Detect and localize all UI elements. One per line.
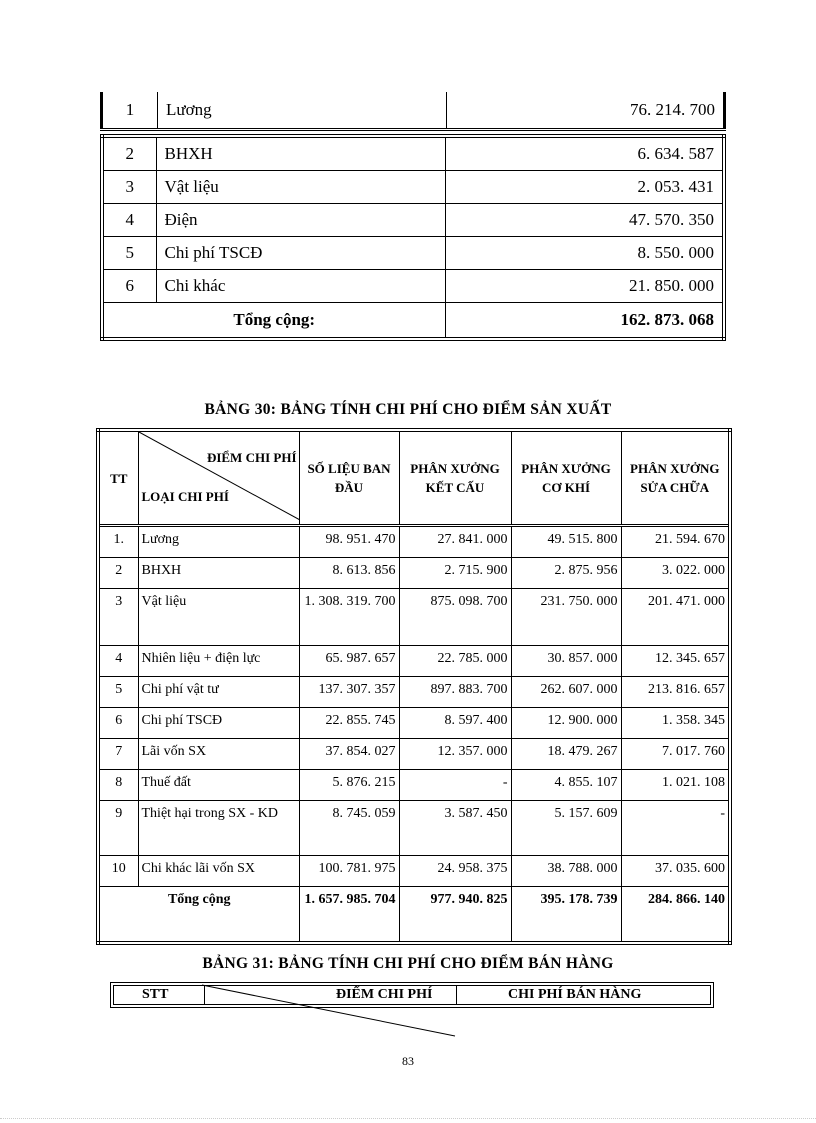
table-row — [102, 92, 725, 130]
row-initial-data: 22. 855. 745 — [299, 708, 399, 739]
header-stt: STT — [142, 987, 169, 1002]
row-name: Chi phí TSCĐ — [156, 237, 445, 270]
total-value: 162. 873. 068 — [445, 303, 724, 340]
total-row — [102, 303, 724, 340]
row-value: 8. 550. 000 — [445, 237, 724, 270]
row-initial-data: 37. 854. 027 — [299, 739, 399, 770]
row-mechanical-workshop: 18. 479. 267 — [511, 739, 621, 770]
row-cost-type: Lãi vốn SX — [138, 739, 299, 770]
total-label: Tổng cộng: — [102, 303, 445, 340]
row-name: BHXH — [156, 136, 445, 171]
table-row — [98, 739, 730, 770]
header-diagonal-cell — [138, 430, 299, 526]
row-repair-workshop: 21. 594. 670 — [621, 526, 730, 558]
table-row — [98, 770, 730, 801]
row-structure-workshop: - — [399, 770, 511, 801]
row-repair-workshop: 12. 345. 657 — [621, 646, 730, 677]
row-cost-type: Nhiên liệu + điện lực — [138, 646, 299, 677]
header-tt: TT — [98, 430, 138, 526]
row-initial-data: 98. 951. 470 — [299, 526, 399, 558]
row-repair-workshop: 213. 816. 657 — [621, 677, 730, 708]
table-row — [98, 677, 730, 708]
row-mechanical-workshop: 2. 875. 956 — [511, 558, 621, 589]
row-value: 6. 634. 587 — [445, 136, 724, 171]
row-tt: 1. — [98, 526, 138, 558]
row-stt: 3 — [102, 171, 156, 204]
row-cost-type: BHXH — [138, 558, 299, 589]
row-initial-data: 8. 745. 059 — [299, 801, 399, 856]
row-repair-workshop: 7. 017. 760 — [621, 739, 730, 770]
row-mechanical-workshop: 49. 515. 800 — [511, 526, 621, 558]
row-structure-workshop: 897. 883. 700 — [399, 677, 511, 708]
row-repair-workshop: 3. 022. 000 — [621, 558, 730, 589]
row-tt: 2 — [98, 558, 138, 589]
expense-table — [100, 134, 726, 341]
page-bottom-divider — [0, 1118, 816, 1119]
row-name: Điện — [156, 204, 445, 237]
row-structure-workshop: 8. 597. 400 — [399, 708, 511, 739]
row-initial-data: 1. 308. 319. 700 — [299, 589, 399, 646]
row-value: 47. 570. 350 — [445, 204, 724, 237]
row-value: 2. 053. 431 — [445, 171, 724, 204]
row-tt: 10 — [98, 856, 138, 887]
row-repair-workshop: 37. 035. 600 — [621, 856, 730, 887]
row-tt: 6 — [98, 708, 138, 739]
row-structure-workshop: 3. 587. 450 — [399, 801, 511, 856]
header-structure-workshop: PHÂN XƯỞNG KẾT CẤU — [399, 430, 511, 526]
row-repair-workshop: 201. 471. 000 — [621, 589, 730, 646]
row-structure-workshop: 2. 715. 900 — [399, 558, 511, 589]
row-repair-workshop: 1. 358. 345 — [621, 708, 730, 739]
table-row — [98, 558, 730, 589]
total-initial-data: 1. 657. 985. 704 — [299, 887, 399, 944]
table-row — [98, 646, 730, 677]
row-initial-data: 5. 876. 215 — [299, 770, 399, 801]
table-row — [102, 237, 724, 270]
header-mechanical-workshop: PHÂN XƯỞNG CƠ KHÍ — [511, 430, 621, 526]
row-mechanical-workshop: 231. 750. 000 — [511, 589, 621, 646]
row-cost-type: Chi khác lãi vốn SX — [138, 856, 299, 887]
table-row — [102, 204, 724, 237]
row-stt: 4 — [102, 204, 156, 237]
table-row — [102, 171, 724, 204]
row-tt: 3 — [98, 589, 138, 646]
row-cost-type: Lương — [138, 526, 299, 558]
row-tt: 4 — [98, 646, 138, 677]
row-stt: 1 — [102, 92, 158, 130]
page-number: 83 — [402, 1054, 414, 1068]
header-sales-cost: CHI PHÍ BÁN HÀNG — [508, 987, 642, 1002]
row-cost-type: Chi phí vật tư — [138, 677, 299, 708]
table-row — [102, 270, 724, 303]
header-initial-data: SỐ LIỆU BAN ĐẦU — [299, 430, 399, 526]
diagonal-line — [200, 984, 460, 1040]
row-cost-type: Thuế đất — [138, 770, 299, 801]
row-repair-workshop: - — [621, 801, 730, 856]
row-cost-type: Vật liệu — [138, 589, 299, 646]
header-cost-point: ĐIỂM CHI PHÍ — [336, 987, 433, 1002]
row-structure-workshop: 22. 785. 000 — [399, 646, 511, 677]
row-stt: 2 — [102, 136, 156, 171]
total-structure-workshop: 977. 940. 825 — [399, 887, 511, 944]
table-row — [98, 856, 730, 887]
diagonal-line — [139, 432, 300, 520]
total-row — [98, 887, 730, 944]
row-tt: 8 — [98, 770, 138, 801]
total-mechanical-workshop: 395. 178. 739 — [511, 887, 621, 944]
row-mechanical-workshop: 38. 788. 000 — [511, 856, 621, 887]
row-initial-data: 137. 307. 357 — [299, 677, 399, 708]
header-cost-point: ĐIỂM CHI PHÍ — [206, 450, 297, 465]
row-tt: 5 — [98, 677, 138, 708]
row-cost-type: Chi phí TSCĐ — [138, 708, 299, 739]
row-stt: 6 — [102, 270, 156, 303]
row-repair-workshop: 1. 021. 108 — [621, 770, 730, 801]
row-structure-workshop: 12. 357. 000 — [399, 739, 511, 770]
header-row — [98, 430, 730, 526]
row-value: 21. 850. 000 — [445, 270, 724, 303]
table30-title: BẢNG 30: BẢNG TÍNH CHI PHÍ CHO ĐIỂM SẢN XUẤT — [204, 401, 612, 418]
row-initial-data: 8. 613. 856 — [299, 558, 399, 589]
table-row — [98, 589, 730, 646]
table-row — [98, 801, 730, 856]
header-cost-type: LOẠI CHI PHÍ — [141, 489, 229, 504]
table-row — [102, 136, 724, 171]
expense-table-continued-row — [100, 92, 726, 131]
table-row — [98, 708, 730, 739]
row-name: Chi khác — [156, 270, 445, 303]
row-stt: 5 — [102, 237, 156, 270]
total-label: Tổng cộng — [98, 887, 299, 944]
row-name: Vật liệu — [156, 171, 445, 204]
table31-title: BẢNG 31: BẢNG TÍNH CHI PHÍ CHO ĐIỂM BÁN HÀNG — [202, 955, 614, 972]
row-initial-data: 65. 987. 657 — [299, 646, 399, 677]
row-mechanical-workshop: 262. 607. 000 — [511, 677, 621, 708]
row-structure-workshop: 875. 098. 700 — [399, 589, 511, 646]
row-mechanical-workshop: 12. 900. 000 — [511, 708, 621, 739]
header-repair-workshop: PHÂN XƯỞNG SỬA CHỮA — [621, 430, 730, 526]
row-tt: 9 — [98, 801, 138, 856]
row-initial-data: 100. 781. 975 — [299, 856, 399, 887]
total-repair-workshop: 284. 866. 140 — [621, 887, 730, 944]
row-structure-workshop: 24. 958. 375 — [399, 856, 511, 887]
production-cost-table — [96, 428, 732, 945]
row-mechanical-workshop: 5. 157. 609 — [511, 801, 621, 856]
row-tt: 7 — [98, 739, 138, 770]
row-mechanical-workshop: 4. 855. 107 — [511, 770, 621, 801]
row-value: 76. 214. 700 — [447, 92, 725, 130]
table-row — [98, 526, 730, 558]
row-structure-workshop: 27. 841. 000 — [399, 526, 511, 558]
row-mechanical-workshop: 30. 857. 000 — [511, 646, 621, 677]
row-name: Lương — [158, 92, 447, 130]
row-cost-type: Thiệt hại trong SX - KD — [138, 801, 299, 856]
